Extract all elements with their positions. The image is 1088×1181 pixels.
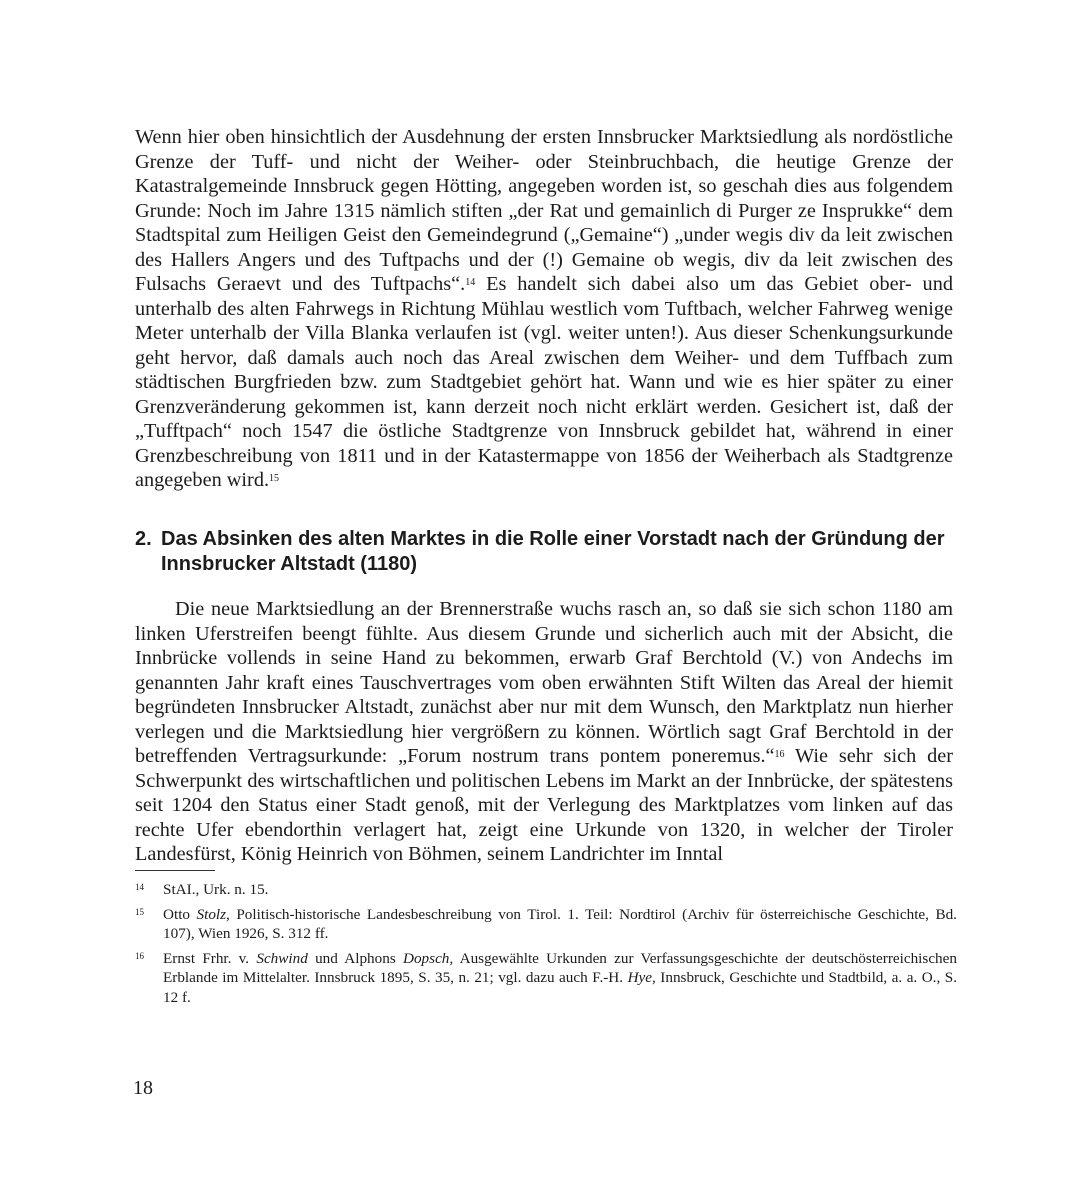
footnote-text: StAI., Urk. n. 15.	[163, 881, 269, 898]
footnote-number: 15	[135, 906, 144, 917]
body-paragraph-2	[135, 597, 953, 867]
footnote-author: Stolz,	[196, 905, 230, 923]
footnote-15	[135, 905, 957, 944]
paragraph-2-text-b: Wie sehr sich der Schwerpunkt des wirtschaftlichen und politischen Lebens im Markt an der Innbrücke, der spätestens seit 1204 den Status einer Stadt genoß, mit der Verlegung des Marktplatzes vom linken auf das rechte Ufer ebendorthin verlagert hat, zeigt eine Urkunde von 1320, in welcher der Tiroler Landesfürst, König Heinrich von Böhmen, seinem Landrichter im Inntal	[135, 745, 953, 865]
footnote-text: Innsbruck, Geschichte und Stadtbild, a. a. O., S. 12 f.	[163, 969, 958, 1006]
footnote-16	[135, 949, 957, 1008]
footnote-author: Dopsch,	[403, 949, 454, 967]
footnote-text: Ausgewählte Urkunden zur Verfassungsgeschichte der deutschösterreichischen Erblande im Mittelalter. Innsbruck 1895, S. 35, n. 21; vgl. dazu auch F.-H.	[163, 949, 957, 987]
section-title: Das Absinken des alten Marktes in die Rolle einer Vorstadt nach der Gründung der Innsbrucker Altstadt (1180)	[161, 528, 945, 575]
paragraph-2-text-a: Die neue Marktsiedlung an der Brennerstraße wuchs rasch an, so daß sie sich schon 1180 am linken Uferstreifen beengt fühlte. Aus diesem Grunde und sicherlich auch mit der Absicht, die Innbrücke vollends in seine Hand zu bekommen, erwarb Graf Berchtold (V.) von Andechs im genannten Jahr kraft eines Tauschvertrages vom oben erwähnten Stift Wilten das Areal der hiemit begründeten Innsbrucker Altstadt, zunächst aber nur mit dem Wunsch, den Marktplatz nun hierher verlegen und die Marktsiedlung hier vergrößern zu können. Wörtlich sagt Graf Berchtold in der betreffenden Vertragsurkunde: „Forum nostrum trans pontem poneremus.“	[135, 598, 953, 767]
footnote-author: Hye,	[627, 969, 656, 987]
footnote-text: und Alphons	[307, 949, 403, 967]
footnote-ref-14: 14	[465, 277, 476, 288]
footnote-14	[135, 880, 957, 900]
paragraph-1-text-a: Wenn hier oben hinsichtlich der Ausdehnung der ersten Innsbrucker Marktsiedlung als nordöstliche Grenze der Tuff- und nicht der Weiher- oder Steinbruchbach, die heutige Grenze der Katastralgemeinde Innsbruck gegen Hötting, angegeben worden ist, so geschah dies aus folgendem Grunde: Noch im Jahre 1315 nämlich stiften „der Rat und gemainlich di Purger ze Insprukke“ dem Stadtspital zum Heiligen Geist den Gemeindegrund („Gemaine“) „under wegis div da leit zwischen des Hallers Angers und des Tuftpachs und der (!) Gemaine ob wegis, div da leit zwischen des Fulsachs Geraevt und des Tuftpachs“.	[135, 126, 953, 295]
footnote-ref-15: 15	[269, 473, 280, 484]
paragraph-1-text-b: Es handelt sich dabei also um das Gebiet ober- und unterhalb des alten Fahrwegs in Richtung Mühlau westlich vom Tuftbach, welcher Fahrweg wenige Meter unterhalb der Villa Blanka verlaufen ist (vgl. weiter unten!). Aus dieser Schenkungsurkunde geht hervor, daß damals auch noch das Areal zwischen dem Weiher- und dem Tuffbach zum städtischen Burgfrieden bzw. zum Stadtgebiet gehört hat. Wann und wie es hier später zu einer Grenzveränderung gekommen ist, kann derzeit noch nicht erklärt werden. Gesichert ist, daß der „Tufftpach“ noch 1547 die östliche Stadtgrenze von Innsbruck gebildet hat, während in einer Grenzbeschreibung von 1811 und in der Katastermappe von 1856 der Weiherbach als Stadtgrenze angegeben wird.	[135, 273, 953, 491]
footnote-ref-16: 16	[774, 749, 785, 760]
section-heading	[135, 527, 953, 576]
footnote-number: 14	[135, 882, 144, 892]
footnote-text: Ernst Frhr. v.	[163, 949, 257, 967]
footnote-text: Otto	[163, 905, 197, 923]
body-paragraph-1	[135, 125, 953, 493]
footnotes	[135, 880, 957, 1013]
page-number: 18	[133, 1077, 153, 1099]
footnote-number: 16	[135, 950, 144, 961]
footnote-text: Politisch-historische Landesbeschreibung von Tirol. 1. Teil: Nordtirol (Archiv für österreichische Geschichte, Bd. 107), Wien 1926, S. 312 ff.	[163, 905, 957, 943]
section-number: 2.	[135, 528, 152, 550]
footnote-author: Schwind	[256, 949, 308, 967]
footnote-divider	[135, 870, 215, 871]
